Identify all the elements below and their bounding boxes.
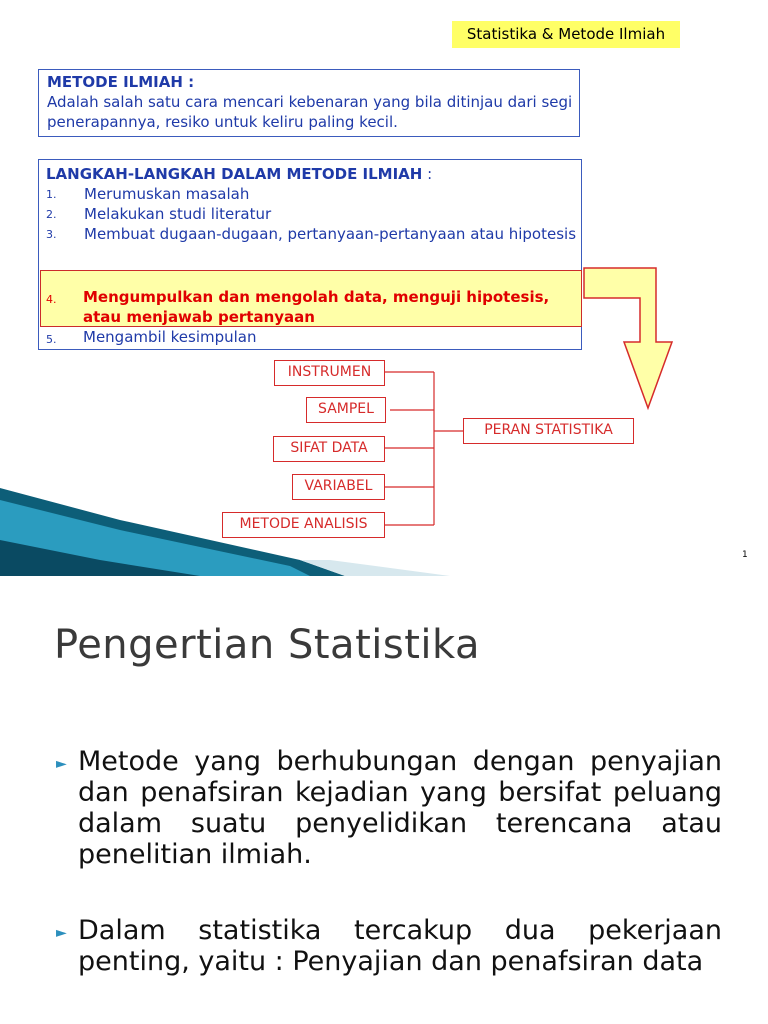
role-target: PERAN STATISTIKA — [463, 418, 634, 444]
role-variabel: VARIABEL — [292, 474, 385, 500]
slide-title: Pengertian Statistika — [54, 622, 480, 668]
slide-2 — [0, 576, 768, 1024]
role-instrumen: INSTRUMEN — [274, 360, 385, 386]
page-number: 1 — [742, 550, 748, 560]
bullet-arrow-icon: ► — [56, 756, 67, 772]
step-item: 3. Membuat dugaan-dugaan, pertanyaan-pertanyaan atau hipotesis — [46, 225, 577, 243]
role-metode-analisis: METODE ANALISIS — [222, 512, 385, 538]
role-bracket — [384, 372, 463, 525]
bullet-arrow-icon: ► — [56, 925, 67, 941]
step-item: 2. Melakukan studi literatur — [46, 205, 272, 223]
bullet-text: Dalam statistika tercakup dua pekerjaan penting, yaitu : Penyajian dan penafsiran data — [78, 915, 722, 977]
down-arrow-icon — [584, 268, 672, 408]
step-item: 1. Merumuskan masalah — [46, 185, 250, 203]
step-item-highlighted: 4. Mengumpulkan dan mengolah data, menguji hipotesis, atau menjawab pertanyaan — [46, 288, 550, 326]
role-sampel: SAMPEL — [306, 397, 386, 423]
bullet-text: Metode yang berhubungan dengan penyajian dan penafsiran kejadian yang bersifat peluang dalam suatu penyelidikan terencana atau penelitian ilmiah. — [78, 746, 722, 870]
definition-heading: METODE ILMIAH : — [47, 73, 195, 91]
definition-text: Adalah salah satu cara mencari kebenaran yang bila ditinjau dari segi penerapannya, resiko untuk keliru paling kecil. — [47, 93, 573, 131]
role-sifat-data: SIFAT DATA — [273, 436, 385, 462]
step-item: 5. Mengambil kesimpulan — [46, 328, 257, 346]
slide-badge: Statistika & Metode Ilmiah — [452, 21, 680, 48]
steps-heading: LANGKAH-LANGKAH DALAM METODE ILMIAH : — [46, 165, 433, 183]
